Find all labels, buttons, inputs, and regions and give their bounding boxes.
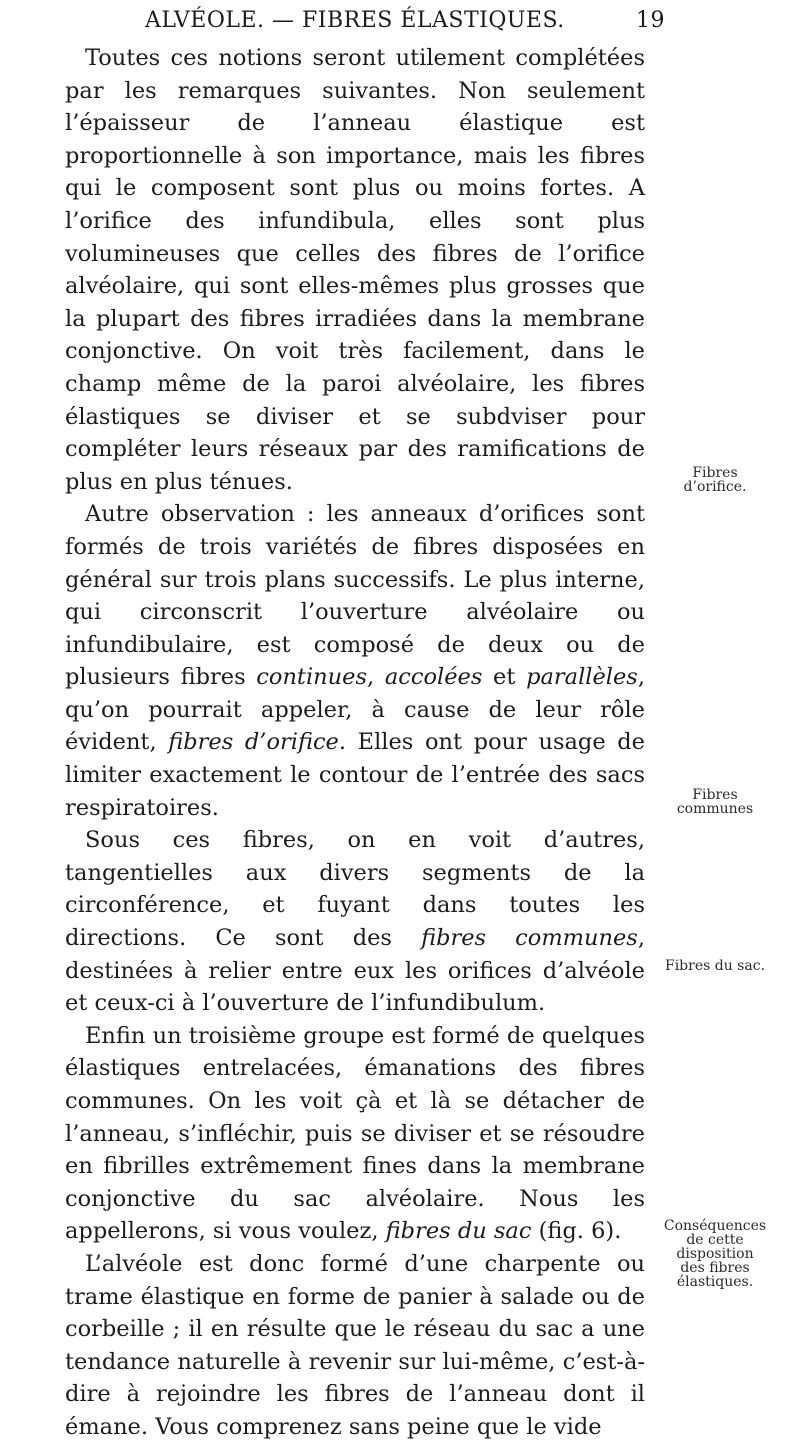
margin-note-line: élastiques.: [676, 1274, 754, 1290]
paragraph-2-text-d: , qu’on pourrait appeler, à cause de leur rôle évident,: [65, 664, 645, 756]
margin-note-fibres-sac: [650, 959, 780, 973]
paragraph-2-text-c: et: [482, 664, 527, 691]
paragraph-2-text-b: ,: [367, 664, 385, 691]
emphasis-fibres-communes: fibres communes: [421, 925, 638, 952]
margin-note-line: communes: [676, 801, 754, 817]
paragraph-2-text-a: Autre observation : les anneaux d’orifices sont formés de trois variétés de fibres disposées en général sur trois plans successifs. Le plus interne, qui circonscrit l’ouverture alvéolaire ou infundibulaire, est composé de deux ou de plusieurs fibres: [65, 501, 645, 691]
paragraph-4-text-b: (fig. 6).: [531, 1218, 622, 1245]
paragraph-2: [65, 498, 645, 824]
paragraph-3-text-a: Sous ces fibres, on en voit d’autres, tangentielles aux divers segments de la circonférence, et fuyant dans toutes les directions. Ce sont des: [65, 827, 645, 952]
paragraph-5: L’alvéole est donc formé d’une charpente ou trame élastique en forme de panier à salade ou de corbeille ; il en résulte que le réseau du sac a une tendance naturelle à revenir sur lui-même, c’est-à-dire à rejoindre les fibres de l’anneau dont il émane. Vous comprenez sans peine que le vide: [65, 1250, 645, 1440]
running-header: [145, 8, 665, 33]
emphasis-paralleles: parallèles: [526, 664, 638, 691]
paragraph-3: [65, 824, 645, 1020]
paragraph-4: [65, 1020, 645, 1248]
margin-note-line: d’orifice.: [683, 479, 747, 495]
margin-note-fibres-orifice: [650, 466, 780, 494]
header-title: ALVÉOLE. — FIBRES ÉLASTIQUES.: [145, 8, 565, 33]
margin-note-line: des fibres: [680, 1260, 750, 1276]
emphasis-fibres-orifice: fibres d’orifice: [168, 729, 339, 756]
paragraph-1: Toutes ces notions seront utilement complétées par les remarques suivantes. Non seulement l’épaisseur de l’anneau élastique est proportionnelle à son importance, mais les fibres qui le composent sont plus ou moins fortes. A l’orifice des infundibula, elles sont plus volumineuses que celles des fibres de l’orifice alvéolaire, qui sont elles-mêmes plus grosses que la plupart des fibres irradiées dans la membrane conjonctive. On voit très facilement, dans le champ même de la paroi alvéolaire, les fibres élastiques se diviser et se subdviser pour compléter leurs réseaux par des ramifications de plus en plus ténues.: [65, 45, 645, 495]
margin-note-fibres-communes: [650, 788, 780, 816]
body-text: [65, 42, 645, 1444]
emphasis-fibres-sac: fibres du sac: [385, 1218, 532, 1245]
margin-note-line: de cette: [686, 1232, 744, 1248]
margin-note-line: Fibres: [692, 465, 738, 481]
emphasis-continues: continues: [256, 664, 368, 691]
margin-note-line: Fibres: [692, 787, 738, 803]
margin-note-line: Conséquences: [663, 1218, 767, 1234]
margin-note-line: disposition: [676, 1246, 754, 1262]
margin-note-consequences: [650, 1219, 780, 1289]
paragraph-2-text-e: . Elles ont pour usage de limiter exactement le contour de l’entrée des sacs respiratoires.: [65, 729, 645, 821]
page-number: 19: [636, 8, 665, 33]
paragraph-4-text-a: Enfin un troisième groupe est formé de quelques élastiques entrelacées, émanations des fibres communes. On les voit çà et là se détacher de l’anneau, s’infléchir, puis se diviser et se résoudre en fibrilles extrêmement fines dans la membrane conjonctive du sac alvéolaire. Nous les appellerons, si vous voulez,: [65, 1022, 645, 1245]
paragraph-3-text-b: , destinées à relier entre eux les orifices d’alvéole et ceux-ci à l’ouverture de l’infundibulum.: [65, 925, 646, 1017]
emphasis-accolees: accolées: [384, 664, 483, 691]
margin-note-line: Fibres du sac.: [664, 958, 766, 974]
